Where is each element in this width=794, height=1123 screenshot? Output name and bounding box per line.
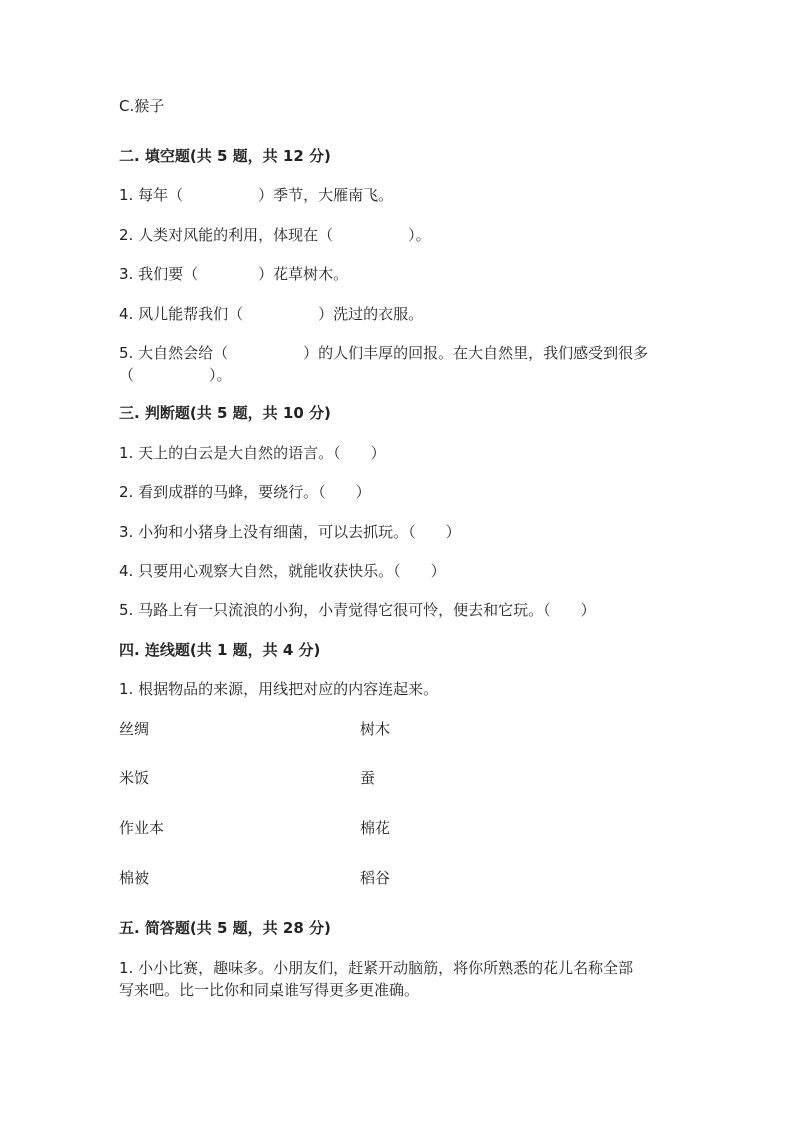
match-question-1: 1. 根据物品的来源，用线把对应的内容连起来。 — [119, 680, 439, 698]
short-question-1-line2: 写来吧。比一比你和同桌谁写得更多更准确。 — [119, 981, 420, 999]
section-heading-judge: 三. 判断题(共 5 题，共 10 分) — [119, 404, 331, 422]
judge-question-2: 2. 看到成群的马蜂，要绕行。（ ） — [119, 483, 371, 501]
match-right-item: 树木 — [360, 720, 391, 738]
section-heading-short: 五. 简答题(共 5 题，共 28 分) — [119, 919, 331, 937]
match-right-item: 棉花 — [360, 819, 391, 837]
match-right-item: 稻谷 — [360, 869, 391, 887]
fill-question-2: 2. 人类对风能的利用，体现在（ ）。 — [119, 226, 431, 244]
match-left-item: 米饭 — [119, 769, 150, 787]
prev-option: C.猴子 — [119, 97, 165, 115]
judge-question-4: 4. 只要用心观察大自然，就能收获快乐。（ ） — [119, 562, 446, 580]
match-left-item: 棉被 — [119, 869, 150, 887]
fill-question-5-line2: （ ）。 — [119, 366, 232, 384]
match-left-item: 作业本 — [119, 819, 165, 837]
match-left-item: 丝绸 — [119, 720, 150, 738]
match-right-item: 蚕 — [360, 769, 376, 787]
fill-question-3: 3. 我们要（ ）花草树木。 — [119, 265, 349, 283]
short-question-1-line1: 1. 小小比赛，趣味多。小朋友们，赶紧开动脑筋，将你所熟悉的花儿名称全部 — [119, 959, 634, 977]
fill-question-1: 1. 每年（ ）季节，大雁南飞。 — [119, 186, 394, 204]
fill-question-4: 4. 风儿能帮我们（ ）洗过的衣服。 — [119, 305, 424, 323]
judge-question-1: 1. 天上的白云是大自然的语言。（ ） — [119, 444, 386, 462]
judge-question-5: 5. 马路上有一只流浪的小狗，小青觉得它很可怜，便去和它玩。（ ） — [119, 601, 596, 619]
judge-question-3: 3. 小狗和小猪身上没有细菌，可以去抓玩。（ ） — [119, 523, 461, 541]
fill-question-5-line1: 5. 大自然会给（ ）的人们丰厚的回报。在大自然里，我们感受到很多 — [119, 344, 649, 362]
section-heading-match: 四. 连线题(共 1 题，共 4 分) — [119, 641, 321, 659]
section-heading-fill: 二. 填空题(共 5 题，共 12 分) — [119, 147, 331, 165]
